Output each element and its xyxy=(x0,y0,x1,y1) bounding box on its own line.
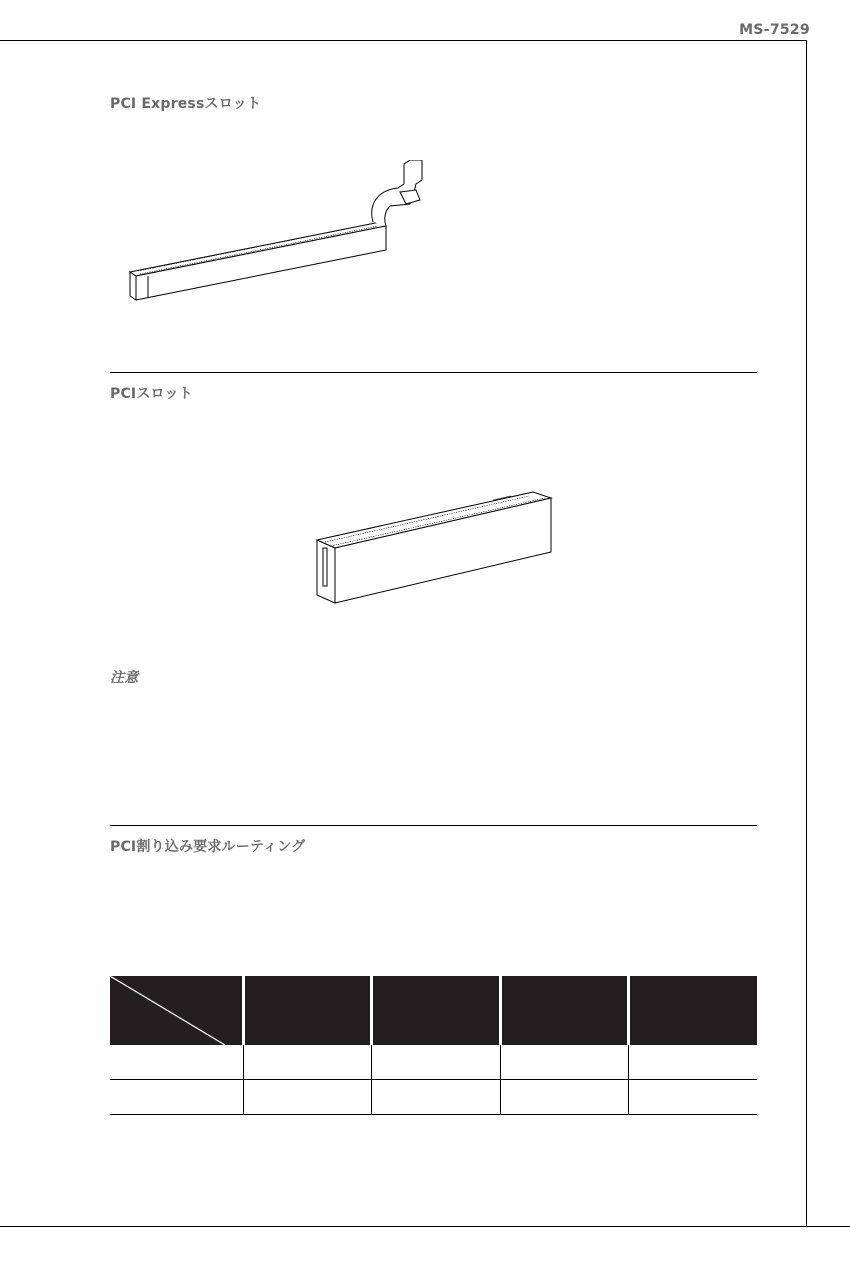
pci-slot-illustration xyxy=(315,490,557,605)
table-cell xyxy=(372,1080,501,1115)
table-header-cell xyxy=(372,976,501,1045)
table-cell xyxy=(372,1045,501,1080)
section-rule-2 xyxy=(110,825,757,826)
table-cell xyxy=(500,1045,629,1080)
table-header-cell xyxy=(243,976,372,1045)
table-cell xyxy=(629,1080,758,1115)
note-title: 注意 xyxy=(110,670,139,686)
bottom-rule xyxy=(0,1226,850,1227)
pci-slot-title: PCIスロット xyxy=(110,386,193,402)
table-cell xyxy=(110,1045,243,1080)
top-rule xyxy=(0,40,807,41)
table-row xyxy=(110,1045,757,1080)
irq-routing-title: PCI割り込み要求ルーティング xyxy=(110,839,306,855)
section-rule-1 xyxy=(110,372,757,373)
table-cell xyxy=(243,1045,372,1080)
table-header-row xyxy=(110,976,757,1045)
pcie-slot-illustration xyxy=(128,160,438,315)
table-cell xyxy=(500,1080,629,1115)
model-label: MS-7529 xyxy=(739,22,810,38)
irq-routing-table xyxy=(110,976,757,1115)
table-row xyxy=(110,1080,757,1115)
table-header-cell xyxy=(500,976,629,1045)
pcie-slot-title: PCI Expressスロット xyxy=(110,96,262,112)
table-corner-cell xyxy=(110,976,243,1045)
table-header-cell xyxy=(629,976,758,1045)
table-cell xyxy=(629,1045,758,1080)
right-rule xyxy=(806,40,807,1227)
table-cell xyxy=(243,1080,372,1115)
table-cell xyxy=(110,1080,243,1115)
